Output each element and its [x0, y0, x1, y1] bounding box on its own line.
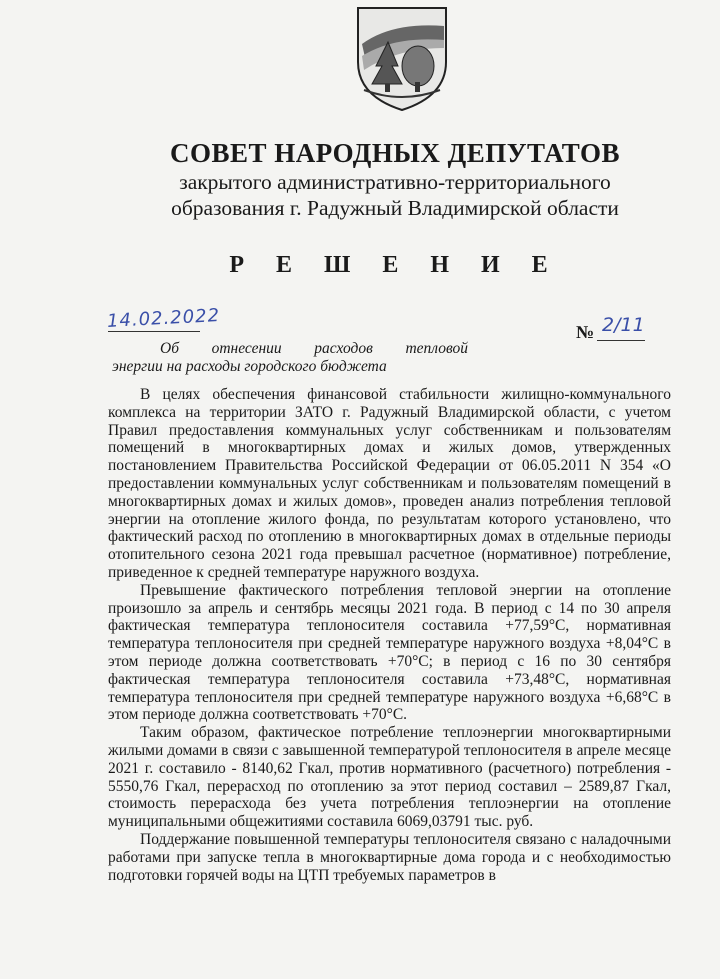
entity-line-1: закрытого административно-территориального: [179, 170, 611, 194]
entity-line-2: образования г. Радужный Владимирской области: [171, 196, 619, 220]
number-label: №: [576, 322, 595, 342]
subject-word: отнесении: [211, 340, 282, 357]
body-paragraph: Превышение фактического потребления тепловой энергии на отопление произошло за апрель и сентябрь месяцы 2021 года. В период с 14 по 30 апреля фактическая температура теплоносителя составила +77,59°С, нормативная температура теплоносителя при средней температуре наружного воздуха +8,04°С в этом периоде должна соответствовать +70°С; в период с 16 по 30 сентября фактическая температура теплоносителя составила +73,48°С, нормативная температура теплоносителя при средней температуре наружного воздуха +6,68°С в этом периоде должна соответствовать +70°С.: [108, 581, 671, 724]
number-underline: [597, 340, 645, 341]
subject-word: Об: [160, 340, 179, 357]
body-paragraph: Поддержание повышенной температуры теплоносителя связано с наладочными работами при запуске тепла в многоквартирные дома города и с необходимостью подготовки горячей воды на ЦТП требуемых параметров в: [108, 830, 671, 884]
body-paragraph: Таким образом, фактическое потребление теплоэнергии многоквартирными жилыми домами в связи с завышенной температурой теплоносителя в апреле месяце 2021 г. составило - 8140,62 Гкал, против нормативного (расчетного) потребления - 5550,76 Гкал, перерасход по отоплению за этот период составил – 2589,87 Гкал, стоимость перерасхода без учета потребления теплоэнергии на отопление муниципальными общежитиями составила 6069,03791 тыс. руб.: [108, 724, 671, 831]
date-underline: [108, 331, 200, 332]
subject-line-1: [160, 340, 468, 358]
subject-word: тепловой: [405, 340, 468, 357]
handwritten-date: 14.02.2022: [106, 305, 221, 332]
coat-of-arms-emblem: [352, 4, 452, 112]
subject-word: расходов: [314, 340, 373, 357]
document-body: [108, 386, 671, 884]
council-title: СОВЕТ НАРОДНЫХ ДЕПУТАТОВ: [170, 138, 620, 168]
subject-line-2: энергии на расходы городского бюджета: [112, 358, 387, 375]
document-type-heading: Р Е Ш Е Н И Е: [229, 252, 561, 278]
body-paragraph: В целях обеспечения финансовой стабильности жилищно-коммунального комплекса на территории ЗАТО г. Радужный Владимирской области, с учетом Правил предоставления коммунальных услуг собственникам и пользователям помещений в многоквартирных домах и жилых домов, утвержденных постановлением Правительства Российской Федерации от 06.05.2011 N 354 «О предоставлении коммунальных услуг собственникам и пользователям помещений в многоквартирных домах и жилых домов», проведен анализ потребления тепловой энергии на отопление жилого фонда, по результатам которого установлено, что фактический расход по отоплению в многоквартирных домах в отдельные периоды отопительного сезона 2021 года превышал расчетное (нормативное) потребление, приведенное к средней температуре наружного воздуха.: [108, 386, 671, 581]
handwritten-number: 2/11: [602, 314, 645, 336]
